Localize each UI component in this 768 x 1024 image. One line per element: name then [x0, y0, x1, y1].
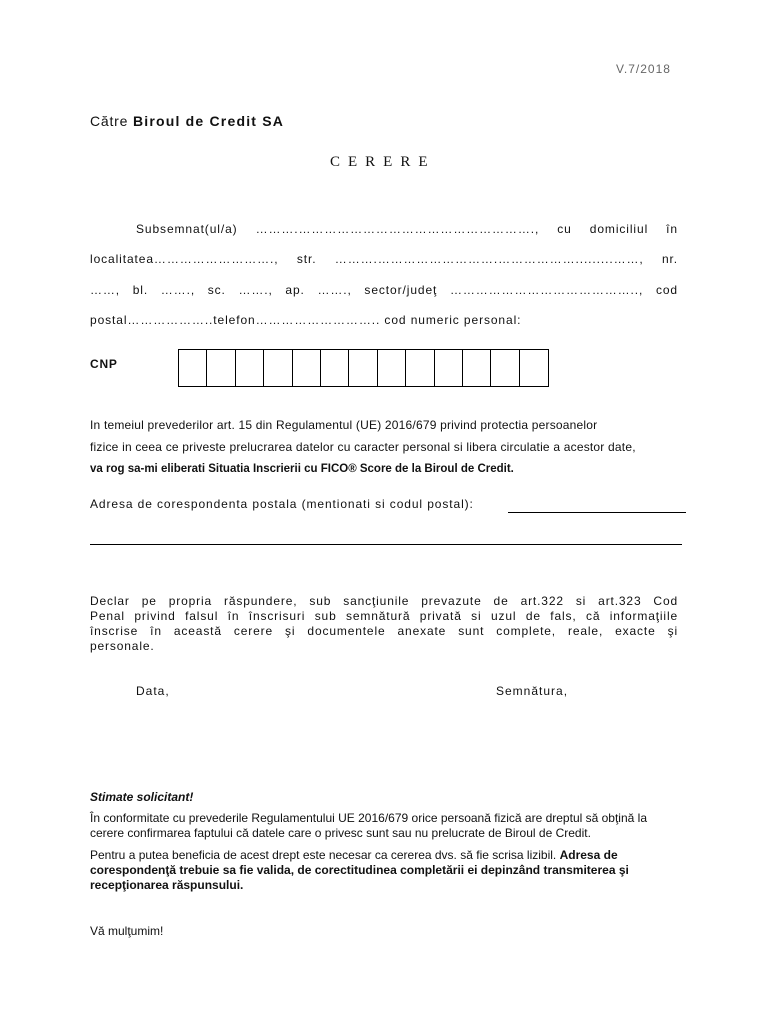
notice-line: recepţionarea răspunsului.: [90, 878, 244, 892]
cnp-digit-cell[interactable]: [207, 350, 235, 386]
declaration-line: Penal privind falsul în înscrisuri sub semnătură privată si uzul de fals, că informaţiile: [90, 609, 678, 623]
document-title: CERERE: [330, 154, 436, 170]
notice-line: În conformitate cu prevederile Regulamentului UE 2016/679 orice persoană fizică are dreptul să obţină la: [90, 811, 647, 825]
cnp-digit-cell[interactable]: [491, 350, 519, 386]
notice-text: Pentru a putea beneficia de acest drept este necesar ca cererea dvs. să fie scrisa lizibil.: [90, 848, 560, 862]
legal-basis-paragraph: [90, 414, 680, 480]
notice-line: cerere confirmarea faptului că datele care o privesc sunt sau nu prelucrate de Biroul de Credit.: [90, 826, 591, 840]
cnp-digit-cell[interactable]: [293, 350, 321, 386]
notice-line: [90, 848, 680, 863]
address-input-line-2[interactable]: [90, 544, 682, 545]
declaration-line: personale.: [90, 639, 155, 653]
notice-line: corespondenţă trebuie sa fie valida, de corectitudinea completării ei depinzând transmiterea şi: [90, 863, 629, 877]
address-details-line[interactable]: ……, bl. ……., sc. ……., ap. ……., sector/judeţ …………………………………….., cod: [90, 283, 678, 297]
declaration-paragraph: [90, 594, 678, 654]
cnp-digit-cell[interactable]: [321, 350, 349, 386]
notice-greeting: Stimate solicitant!: [90, 790, 194, 804]
recipient-prefix: Către: [90, 113, 129, 129]
recipient-name: Biroul de Credit SA: [132, 113, 285, 129]
cnp-input-grid: [178, 349, 549, 387]
cnp-digit-cell[interactable]: [236, 350, 264, 386]
declaration-line: Declar pe propria răspundere, sub sancţiunile prevazute de art.322 si art.323 Cod: [90, 594, 678, 608]
cnp-label: CNP: [90, 357, 118, 371]
thanks-text: Vă mulţumim!: [90, 924, 164, 938]
postal-phone-line[interactable]: postal………………..telefon……………………….. cod numeric personal:: [90, 313, 522, 327]
declaration-line: înscrise în această cerere şi documentele anexate sunt complete, reale, exacte şi: [90, 624, 678, 638]
notice-paragraph: [90, 811, 680, 893]
request-statement: va rog sa-mi eliberati Situatia Inscrierii cu FICO® Score de la Biroul de Credit.: [90, 463, 514, 475]
cnp-digit-cell[interactable]: [406, 350, 434, 386]
cnp-digit-cell[interactable]: [179, 350, 207, 386]
address-label: Adresa de corespondenta postala (mentionati si codul postal):: [90, 497, 474, 511]
legal-basis-line: In temeiul prevederilor art. 15 din Regulamentul (UE) 2016/679 privind protectia persoanelor: [90, 418, 598, 432]
notice-bold-text: Adresa de: [559, 848, 618, 862]
recipient-line: [90, 113, 284, 129]
cnp-digit-cell[interactable]: [264, 350, 292, 386]
signature-label: Semnătura,: [496, 684, 569, 698]
version-number: V.7/2018: [616, 62, 671, 76]
cnp-digit-cell[interactable]: [378, 350, 406, 386]
cnp-digit-cell[interactable]: [520, 350, 548, 386]
cnp-digit-cell[interactable]: [349, 350, 377, 386]
locality-street-line[interactable]: localitatea………………………., str. ……….……………………….……………….........……, nr.: [90, 252, 678, 266]
date-label: Data,: [136, 684, 170, 698]
cnp-digit-cell[interactable]: [435, 350, 463, 386]
address-input-line[interactable]: [508, 512, 686, 513]
legal-basis-line: fizice in ceea ce priveste prelucrarea datelor cu caracter personal si libera circulatie a acestor date,: [90, 440, 636, 454]
cnp-digit-cell[interactable]: [463, 350, 491, 386]
applicant-name-line[interactable]: Subsemnat(ul/a) ……….………………………………………………., cu domiciliul în: [136, 222, 678, 236]
